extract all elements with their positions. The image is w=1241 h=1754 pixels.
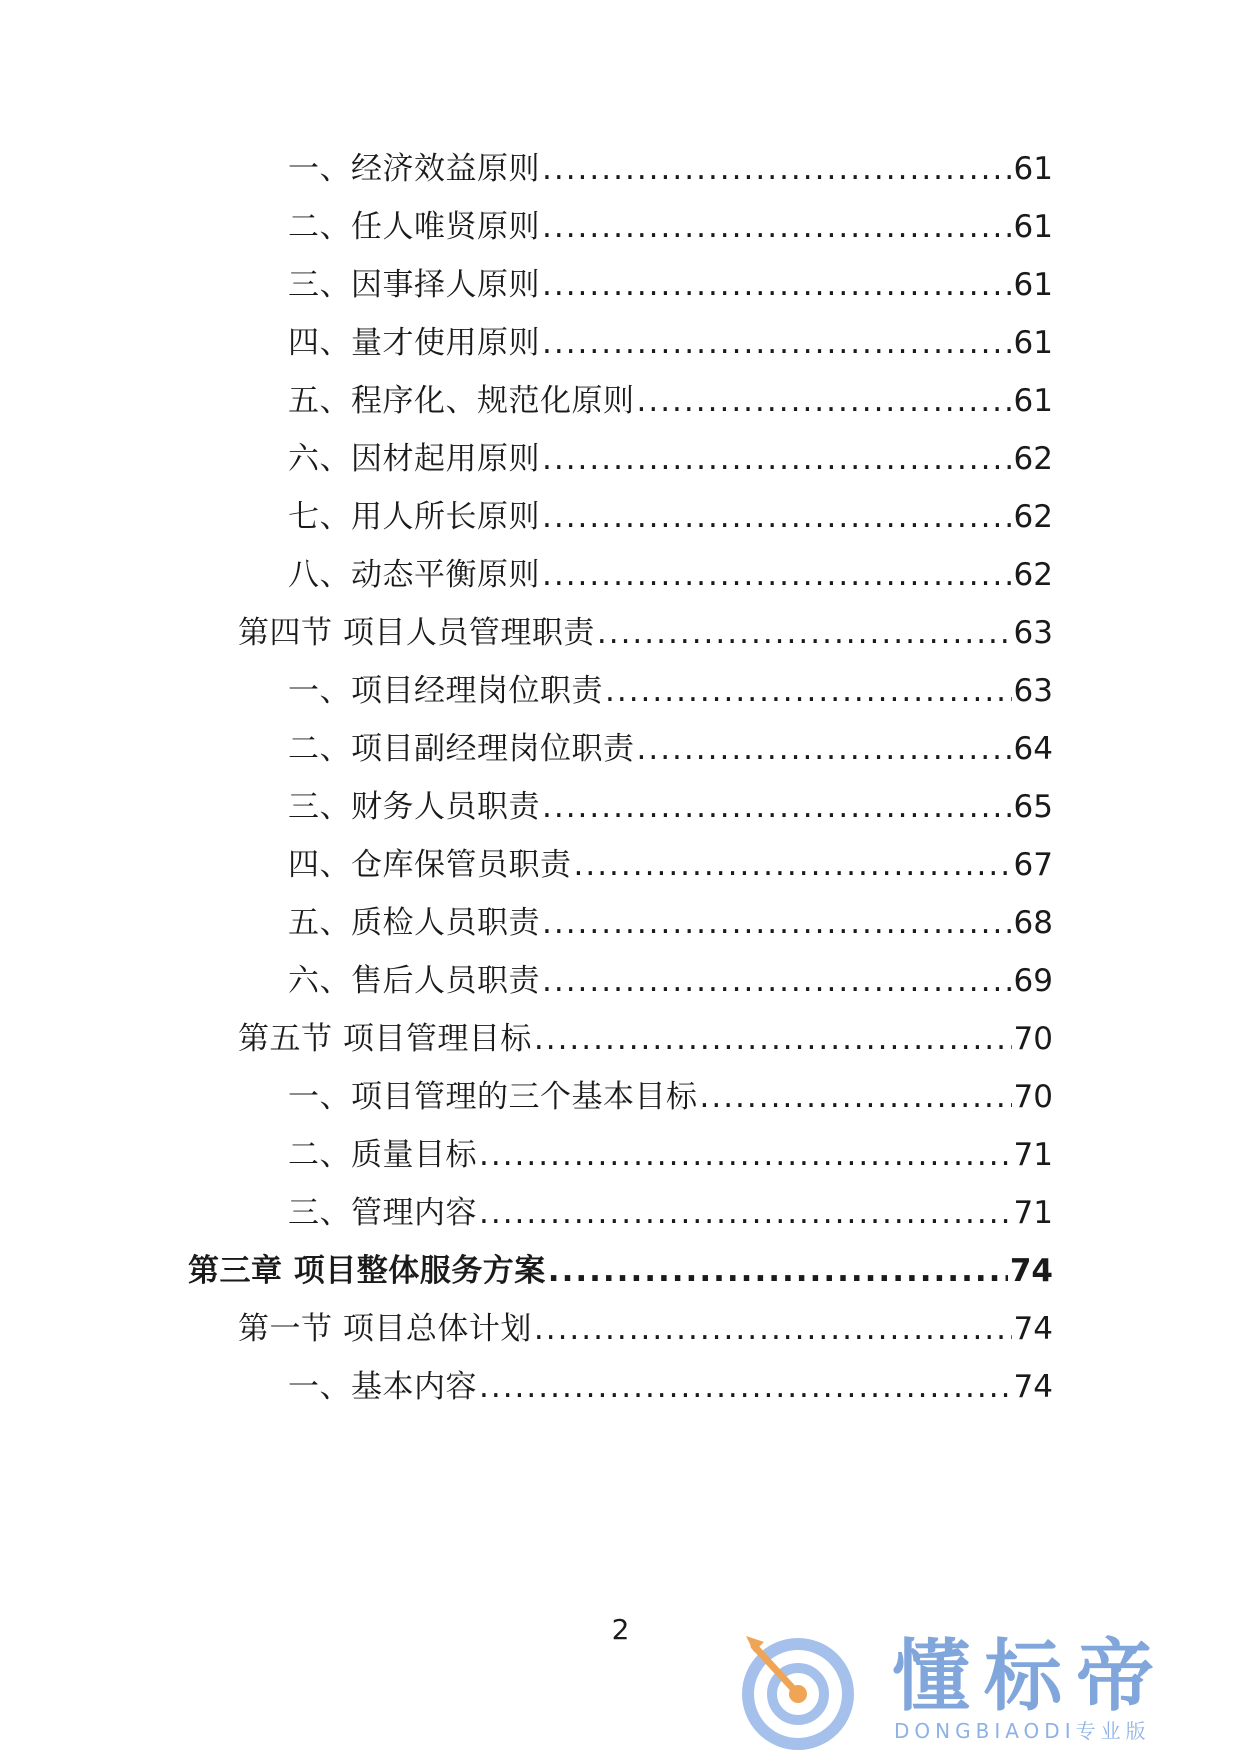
toc-entry-title: 三、管理内容 — [288, 1195, 477, 1231]
toc-dot-leader — [542, 265, 1012, 305]
toc-entry[interactable] — [288, 265, 1053, 305]
toc-entry[interactable] — [288, 381, 1053, 421]
toc-entry-page: 65 — [1013, 789, 1053, 825]
toc-entry[interactable] — [288, 207, 1053, 247]
toc-dot-leader — [597, 613, 1012, 653]
toc-entry[interactable] — [288, 323, 1053, 363]
toc-dot-leader — [534, 1019, 1012, 1059]
toc-section-entry[interactable] — [238, 1309, 1053, 1349]
toc-dot-leader — [534, 1309, 1012, 1349]
toc-entry-title: 四、仓库保管员职责 — [288, 847, 572, 883]
toc-entry-page: 74 — [1009, 1253, 1053, 1289]
toc-entry-page: 61 — [1013, 325, 1053, 361]
toc-section-entry[interactable] — [238, 613, 1053, 653]
toc-section-entry[interactable] — [238, 1019, 1053, 1059]
toc-entry-title: 三、财务人员职责 — [288, 789, 540, 825]
toc-dot-leader — [542, 149, 1012, 189]
toc-entry-title: 八、动态平衡原则 — [288, 557, 540, 593]
toc-dot-leader — [542, 497, 1012, 537]
toc-entry-page: 62 — [1013, 441, 1053, 477]
toc-entry-title: 一、经济效益原则 — [288, 151, 540, 187]
toc-entry-title: 一、项目经理岗位职责 — [288, 673, 603, 709]
toc-entry-title: 第三章 项目整体服务方案 — [188, 1253, 546, 1289]
toc-entry[interactable] — [288, 961, 1053, 1001]
toc-entry-title: 二、任人唯贤原则 — [288, 209, 540, 245]
toc-entry-title: 五、质检人员职责 — [288, 905, 540, 941]
toc-entry[interactable] — [288, 1193, 1053, 1233]
watermark-subtitle: DONGBIAODI专业版 — [894, 1719, 1151, 1743]
toc-entry-page: 74 — [1013, 1311, 1053, 1347]
toc-entry-page: 70 — [1013, 1021, 1053, 1057]
toc-entry[interactable] — [288, 903, 1053, 943]
toc-entry-page: 70 — [1013, 1079, 1053, 1115]
toc-entry-page: 69 — [1013, 963, 1053, 999]
toc-entry[interactable] — [288, 497, 1053, 537]
toc-dot-leader — [542, 207, 1012, 247]
toc-entry-title: 第五节 项目管理目标 — [238, 1021, 532, 1057]
toc-entry-title: 第四节 项目人员管理职责 — [238, 615, 595, 651]
toc-entry-title: 七、用人所长原则 — [288, 499, 540, 535]
toc-entry-title: 六、因材起用原则 — [288, 441, 540, 477]
toc-entry[interactable] — [288, 149, 1053, 189]
toc-entry-page: 67 — [1013, 847, 1053, 883]
toc-entry[interactable] — [288, 1135, 1053, 1175]
toc-entry-page: 62 — [1013, 499, 1053, 535]
toc-chapter-entry[interactable] — [188, 1251, 1053, 1291]
toc-entry-title: 一、基本内容 — [288, 1369, 477, 1405]
toc-entry-page: 61 — [1013, 151, 1053, 187]
toc-dot-leader — [542, 555, 1012, 595]
toc-entry-page: 61 — [1013, 209, 1053, 245]
toc-entry[interactable] — [288, 671, 1053, 711]
toc-dot-leader — [479, 1135, 1012, 1175]
toc-entry-page: 63 — [1013, 615, 1053, 651]
toc-entry-page: 74 — [1013, 1369, 1053, 1405]
toc-entry[interactable] — [288, 1077, 1053, 1117]
toc-entry-page: 62 — [1013, 557, 1053, 593]
toc-entry[interactable] — [288, 729, 1053, 769]
toc-entry-title: 第一节 项目总体计划 — [238, 1311, 532, 1347]
toc-entry-page: 71 — [1013, 1195, 1053, 1231]
toc-dot-leader — [605, 671, 1012, 711]
toc-dot-leader — [637, 381, 1012, 421]
toc-entry[interactable] — [288, 439, 1053, 479]
toc-entry-title: 二、质量目标 — [288, 1137, 477, 1173]
toc-entry-title: 一、项目管理的三个基本目标 — [288, 1079, 698, 1115]
toc-entry-title: 二、项目副经理岗位职责 — [288, 731, 635, 767]
toc-dot-leader — [542, 903, 1012, 943]
toc-entry-page: 61 — [1013, 383, 1053, 419]
watermark-brand: 懂标帝 — [892, 1632, 1169, 1722]
toc-dot-leader — [700, 1077, 1012, 1117]
toc-entry[interactable] — [288, 1367, 1053, 1407]
toc-entry-page: 68 — [1013, 905, 1053, 941]
toc-dot-leader — [542, 323, 1012, 363]
toc-entry-page: 71 — [1013, 1137, 1053, 1173]
toc-entry-title: 六、售后人员职责 — [288, 963, 540, 999]
toc-dot-leader — [479, 1367, 1012, 1407]
target-arrow-icon — [740, 1628, 860, 1752]
toc-entry[interactable] — [288, 555, 1053, 595]
watermark — [740, 1628, 1220, 1748]
toc-entry-title: 四、量才使用原则 — [288, 325, 540, 361]
toc-entry-page: 61 — [1013, 267, 1053, 303]
toc-dot-leader — [542, 961, 1012, 1001]
toc-dot-leader — [548, 1251, 1008, 1291]
toc-entry-page: 64 — [1013, 731, 1053, 767]
toc-dot-leader — [542, 439, 1012, 479]
toc-entry-page: 63 — [1013, 673, 1053, 709]
page-number: 2 — [611, 1613, 630, 1646]
toc-entry-title: 五、程序化、规范化原则 — [288, 383, 635, 419]
toc-dot-leader — [637, 729, 1012, 769]
toc-entry[interactable] — [288, 787, 1053, 827]
toc-dot-leader — [479, 1193, 1012, 1233]
toc-dot-leader — [574, 845, 1012, 885]
toc-entry-title: 三、因事择人原则 — [288, 267, 540, 303]
toc-dot-leader — [542, 787, 1012, 827]
toc-entry[interactable] — [288, 845, 1053, 885]
